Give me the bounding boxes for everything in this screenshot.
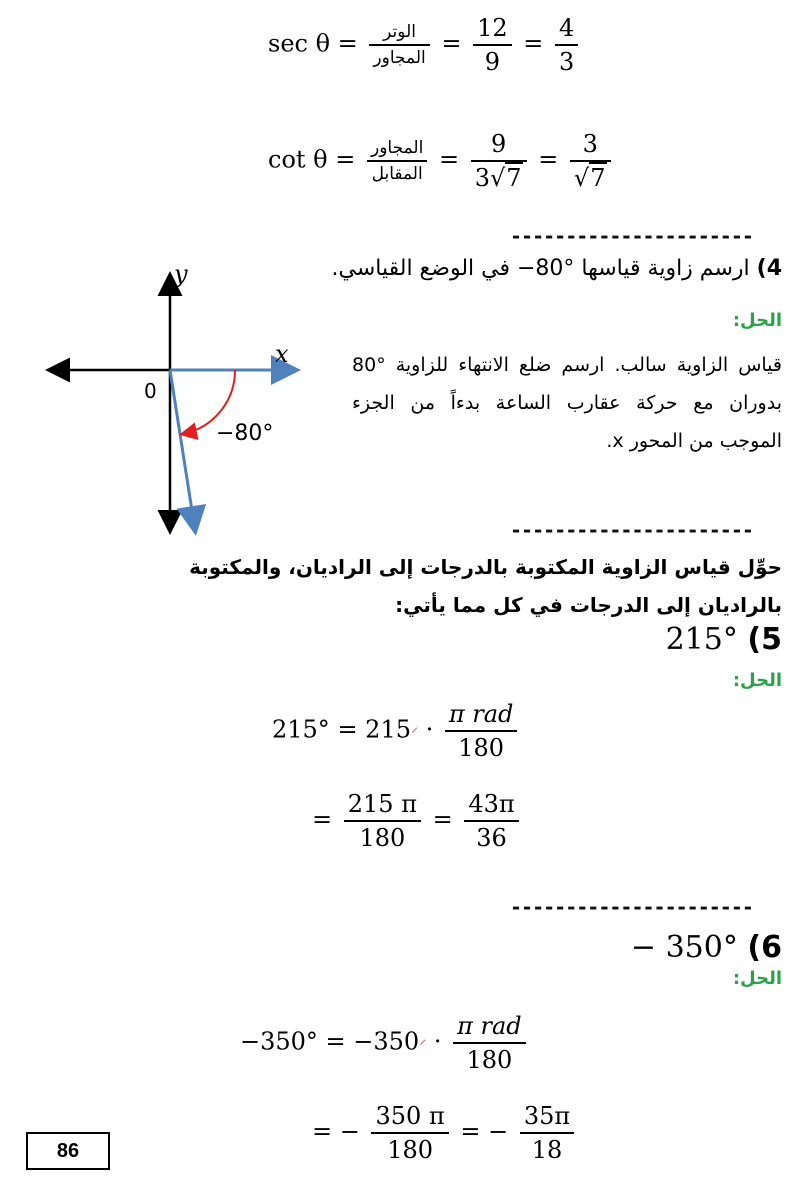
separator: ---------------------- [510, 224, 753, 248]
q6-result: $\frac{35\pi}{18}$ [520, 1102, 574, 1164]
q5-statement [666, 622, 782, 657]
sec-equation: sec θ = $\frac{\text{الوتر}}{\text{المجاور}}$ = $\frac{12}{9}$ = $\frac{4}{3}$ [268, 14, 582, 76]
separator: ---------------------- [510, 518, 753, 542]
x-axis-label: x [275, 340, 289, 368]
cot-fraction-numbers: $\frac{9}{3√7}$ [471, 130, 527, 192]
q6-statement [631, 930, 782, 965]
angle-label: −80° [216, 421, 274, 446]
cot-lhs: cot θ = [268, 145, 356, 174]
conversion-instruction: حوِّل قياس الزاوية المكتوبة بالدرجات إلى الراديان، والمكتوبة بالراديان إلى الدرجات في كل مما يأتي: [189, 555, 782, 617]
q5-solution-label: الحل: [732, 670, 782, 691]
y-axis-label: y [174, 262, 188, 288]
separator: ---------------------- [510, 895, 753, 919]
q4-statement [332, 256, 782, 281]
q5-number: (5 [747, 622, 782, 657]
q6-number: (6 [747, 930, 782, 965]
q6-line2: = − $\frac{350 \pi}{180}$ = − $\frac{35\pi}{18}$ [312, 1102, 578, 1164]
sec-fraction-result: $\frac{4}{3}$ [555, 14, 578, 76]
q4-solution-label: الحل: [732, 310, 782, 331]
sec-fraction-words: $\frac{\text{الوتر}}{\text{المجاور}}$ [369, 22, 429, 68]
q4-number: 4) [756, 256, 782, 281]
page-number: 86 [26, 1132, 110, 1170]
terminal-side [170, 370, 195, 530]
origin-label: 0 [144, 379, 157, 403]
q6-solution-label: الحل: [732, 968, 782, 989]
cot-fraction-result: $\frac{3}{√7}$ [570, 130, 611, 192]
q5-result: $\frac{43\pi}{36}$ [464, 790, 518, 852]
sec-fraction-numbers: $\frac{12}{9}$ [473, 14, 512, 76]
cot-fraction-words: $\frac{\text{المجاور}}{\text{المقابل}}$ [367, 138, 427, 184]
angle-diagram [40, 262, 310, 542]
q6-value: − 350° [630, 930, 738, 965]
q5-conversion-factor: $\frac{\text{π rad}}{180}$ [445, 700, 518, 762]
q5-line1: 215° = 215⸍ · $\frac{\text{π rad}}{180}$ [272, 700, 521, 762]
q4-explanation: قياس الزاوية سالب. ارسم ضلع الانتهاء للزاوية °80 بدوران مع حركة عقارب الساعة بدءاً من الجزء الموجب من المحور x. [352, 354, 782, 452]
q5-line2: = $\frac{215 \pi}{180}$ = $\frac{43\pi}{36}$ [312, 790, 523, 852]
q5-value: 215° [665, 622, 738, 657]
q6-line1: −350° = −350⸍ · $\frac{\text{π rad}}{180}$ [240, 1012, 530, 1074]
q6-conversion-factor: $\frac{\text{π rad}}{180}$ [453, 1012, 526, 1074]
sec-lhs: sec θ = [268, 29, 358, 58]
q4-text: ارسم زاوية قياسها °80− في الوضع القياسي. [331, 256, 750, 281]
cot-equation: cot θ = $\frac{\text{المجاور}}{\text{المقابل}}$ = $\frac{9}{3√7}$ = $\frac{3}{√7}$ [268, 130, 615, 192]
